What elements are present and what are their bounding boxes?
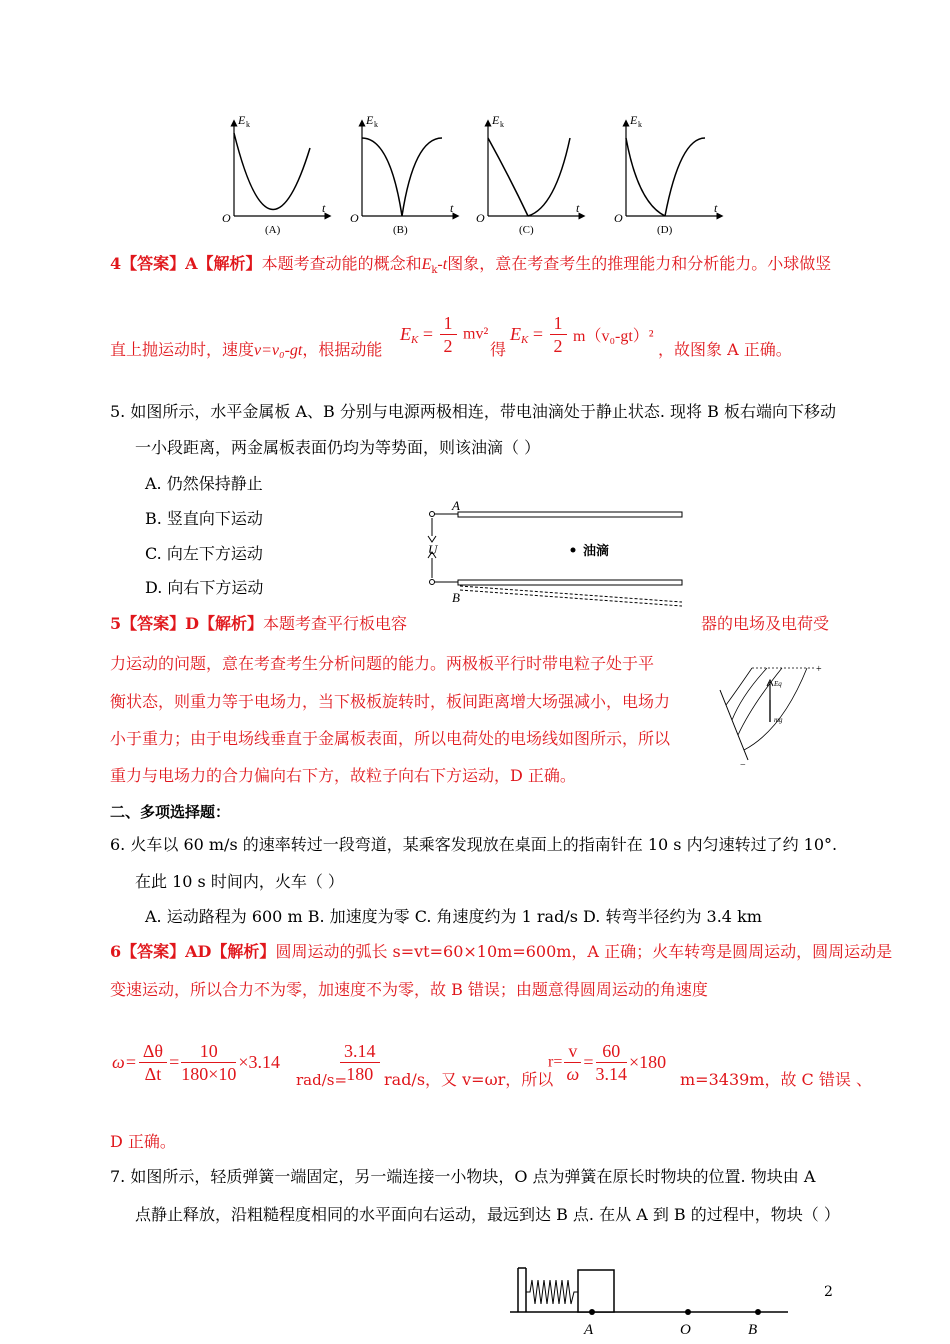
- graph-d-xlabel: t: [714, 201, 718, 215]
- formula2-frac: [550, 312, 567, 357]
- frac-v-omega: [564, 1040, 581, 1085]
- parallel-plate-figure: [420, 496, 690, 610]
- answer-5-line5: 重力与电场力的合力偏向右下方，故粒子向右下方运动，D 正确。: [110, 766, 576, 785]
- formula1-sub: K: [411, 334, 419, 347]
- answer-5-line1b: 器的电场及电荷受: [701, 614, 830, 633]
- graph-d-ysub: k: [638, 120, 642, 129]
- eq-sign-2: =: [583, 1052, 594, 1072]
- omega-symbol: ω=: [112, 1052, 137, 1072]
- answer-4-var2: -t: [437, 256, 448, 273]
- page-number: 2: [824, 1284, 833, 1300]
- f3-den: 180: [346, 1064, 374, 1084]
- graph-c-xlabel: t: [576, 201, 580, 215]
- formula1-lhs: E: [400, 324, 411, 344]
- oil-drop-dot: [571, 548, 576, 553]
- formula2-sub: K: [521, 334, 529, 347]
- frac-10-1800: [181, 1040, 236, 1085]
- plate-b-label: B: [452, 590, 460, 605]
- graph-b-ysub: k: [374, 120, 378, 129]
- graph-b-ylabel: E: [366, 113, 374, 127]
- graph-d-ylabel: E: [630, 113, 638, 127]
- graph-c-caption: (C): [519, 224, 534, 236]
- minus-label: −: [740, 760, 746, 770]
- r-eq: r=: [548, 1053, 563, 1071]
- q5-option-c: C. 向左下方运动: [145, 544, 263, 563]
- graph-d-caption: (D): [657, 224, 673, 236]
- answer-4-sub: k: [431, 265, 438, 277]
- answer-4-line1: [110, 254, 831, 281]
- formula1-den: 2: [443, 336, 453, 356]
- graph-d: [626, 123, 720, 216]
- formula1-eq: =: [422, 324, 433, 344]
- q5-stem-2: 一小段距离，两金属板表面仍均为等势面，则该油滴（ ）: [135, 438, 541, 457]
- formula1-rhs: mv²: [463, 325, 489, 343]
- answer-5-text-a: 本题考查平行板电容: [263, 614, 408, 633]
- q5-option-a: A. 仍然保持静止: [145, 474, 263, 493]
- f2-num: 10: [181, 1040, 236, 1063]
- graph-a-ysub: k: [246, 120, 250, 129]
- answer-4-var: E: [421, 256, 432, 273]
- answer-6-last: D 正确。: [110, 1132, 176, 1151]
- graph-a-caption: (A): [265, 224, 281, 236]
- mg-force-label: mg: [774, 716, 783, 724]
- formula2-lhs: E: [510, 324, 521, 344]
- point-o-label: O: [680, 1322, 691, 1338]
- times-180: ×180: [629, 1052, 667, 1072]
- answer-4-line2-a: 直上抛运动时，速度: [110, 340, 255, 359]
- f2-den: 180×10: [181, 1064, 237, 1084]
- f5-den: 3.14: [595, 1064, 628, 1084]
- unit-rad-s-2: rad/s，又 v=ωr，所以: [384, 1070, 554, 1089]
- formula2-den: 2: [553, 336, 563, 356]
- formula2-eq: =: [532, 324, 543, 344]
- voltage-label: U: [428, 542, 438, 557]
- formula2-rhs: m（v₀-gt）²: [573, 328, 654, 345]
- omega-value-fraction: [338, 1040, 382, 1085]
- formula2-num: 1: [550, 312, 567, 335]
- ek-t-graphs: [210, 108, 740, 238]
- graph-b-caption: (B): [393, 224, 408, 236]
- unit-rad-s-1: rad/s=: [296, 1071, 348, 1089]
- radius-formula: [548, 1040, 666, 1085]
- f4-num: v: [564, 1040, 581, 1063]
- answer-5-line4: 小于重力；由于电场线垂直于金属板表面，所以电荷处的电场线如图所示，所以: [110, 729, 671, 748]
- plate-a-label: A: [452, 498, 460, 513]
- plus-label: +: [816, 664, 822, 675]
- eq-sign-1: =: [169, 1052, 180, 1072]
- graph-c: [488, 123, 582, 216]
- graph-b-xlabel: t: [450, 201, 454, 215]
- answer-4-end: ，故图象 A 正确。: [658, 340, 792, 359]
- answer-5-tag: 5【答案】D【解析】: [110, 614, 264, 633]
- answer-4-mid: 得: [490, 340, 507, 359]
- kinetic-energy-formula-1: [400, 312, 488, 362]
- frac-60-314: [596, 1040, 628, 1085]
- graph-c-ylabel: E: [492, 113, 500, 127]
- f1-num: Δθ: [139, 1040, 167, 1063]
- f4-den: ω: [566, 1064, 580, 1084]
- q6-stem-1: 6. 火车以 60 m/s 的速率转过一段弯道，某乘客发现放在桌面上的指南针在 10 s 内匀速转过了约 10°.: [110, 835, 838, 854]
- answer-6-line1: [110, 942, 892, 962]
- answer-6-tail: m=3439m，故 C 错误 、: [680, 1070, 872, 1089]
- answer-6-line2: 变速运动，所以合力不为零，加速度不为零，故 B 错误；由题意得圆周运动的角速度: [110, 980, 708, 999]
- answer-6-text: 圆周运动的弧长 s=vt=60×10m=600m，A 正确；火车转弯是圆周运动，圆周运动是: [275, 942, 893, 961]
- graph-b-origin: O: [350, 211, 359, 225]
- times-314: ×3.14: [238, 1052, 281, 1072]
- section-2-heading: 二、多项选择题：: [110, 803, 231, 821]
- f3-num: 3.14: [340, 1040, 380, 1063]
- graph-a: [234, 123, 328, 216]
- frac-dtheta-dt: [139, 1040, 167, 1085]
- f5-num: 60: [596, 1040, 628, 1063]
- formula1-num: 1: [440, 312, 457, 335]
- q5-stem-1: 5. 如图所示，水平金属板 A、B 分别与电源两极相连，带电油滴处于静止状态. 现将 B 板右端向下移动: [110, 402, 836, 421]
- graph-a-xlabel: t: [322, 201, 326, 215]
- graph-b: [362, 123, 456, 216]
- q7-stem-1: 7. 如图所示，轻质弹簧一端固定，另一端连接一小物块，O 点为弹簧在原长时物块的位置. 物块由 A: [110, 1167, 816, 1186]
- answer-6-tag: 6【答案】AD【解析】: [110, 942, 276, 961]
- answer-4-velocity-eq: v=v₀-gt: [254, 342, 303, 359]
- eq-force-label: Eq: [774, 680, 782, 688]
- graph-c-ysub: k: [500, 120, 504, 129]
- q5-option-d: D. 向右下方运动: [145, 578, 264, 597]
- frac-314-180: [340, 1040, 380, 1085]
- formula1-frac: [440, 312, 457, 357]
- answer-5-line2: 力运动的问题，意在考查考生分析问题的能力。两极板平行时带电粒子处于平: [110, 654, 655, 673]
- point-b-label: B: [748, 1322, 758, 1338]
- graph-d-origin: O: [614, 211, 623, 225]
- answer-4-line2-b: ，根据动能: [302, 340, 383, 359]
- angular-velocity-formula: [112, 1040, 280, 1085]
- spring-block-figure: [510, 1264, 800, 1344]
- q7-stem-2: 点静止释放，沿粗糙程度相同的水平面向右运动，最远到达 B 点. 在从 A 到 B 的过程中，物块（ ）: [135, 1205, 840, 1224]
- q5-option-b: B. 竖直向下运动: [145, 509, 263, 528]
- q6-options: A. 运动路程为 600 m B. 加速度为零 C. 角速度约为 1 rad/s D. 转弯半径约为 3.4 km: [145, 907, 762, 926]
- field-lines-figure: [712, 660, 832, 770]
- answer-4-tag: 4【答案】A【解析】: [110, 254, 262, 273]
- answer-5-line1a: [110, 614, 407, 634]
- q6-stem-2: 在此 10 s 时间内，火车（ ）: [135, 872, 344, 891]
- answer-4-text-a: 本题考查动能的概念和: [261, 254, 422, 273]
- graph-a-origin: O: [222, 211, 231, 225]
- f1-den: Δt: [144, 1064, 162, 1084]
- answer-5-line3: 衡状态，则重力等于电场力，当下极板旋转时，板间距离增大场强减小，电场力: [110, 692, 671, 711]
- graph-a-ylabel: E: [238, 113, 246, 127]
- point-a-label: A: [584, 1322, 594, 1338]
- answer-4-line2: [110, 340, 382, 361]
- kinetic-energy-formula-2: [510, 312, 654, 362]
- graph-c-origin: O: [476, 211, 485, 225]
- oil-drop-label: 油滴: [583, 543, 610, 558]
- answer-4-text-b: 图象，意在考查考生的推理能力和分析能力。小球做竖: [447, 254, 832, 273]
